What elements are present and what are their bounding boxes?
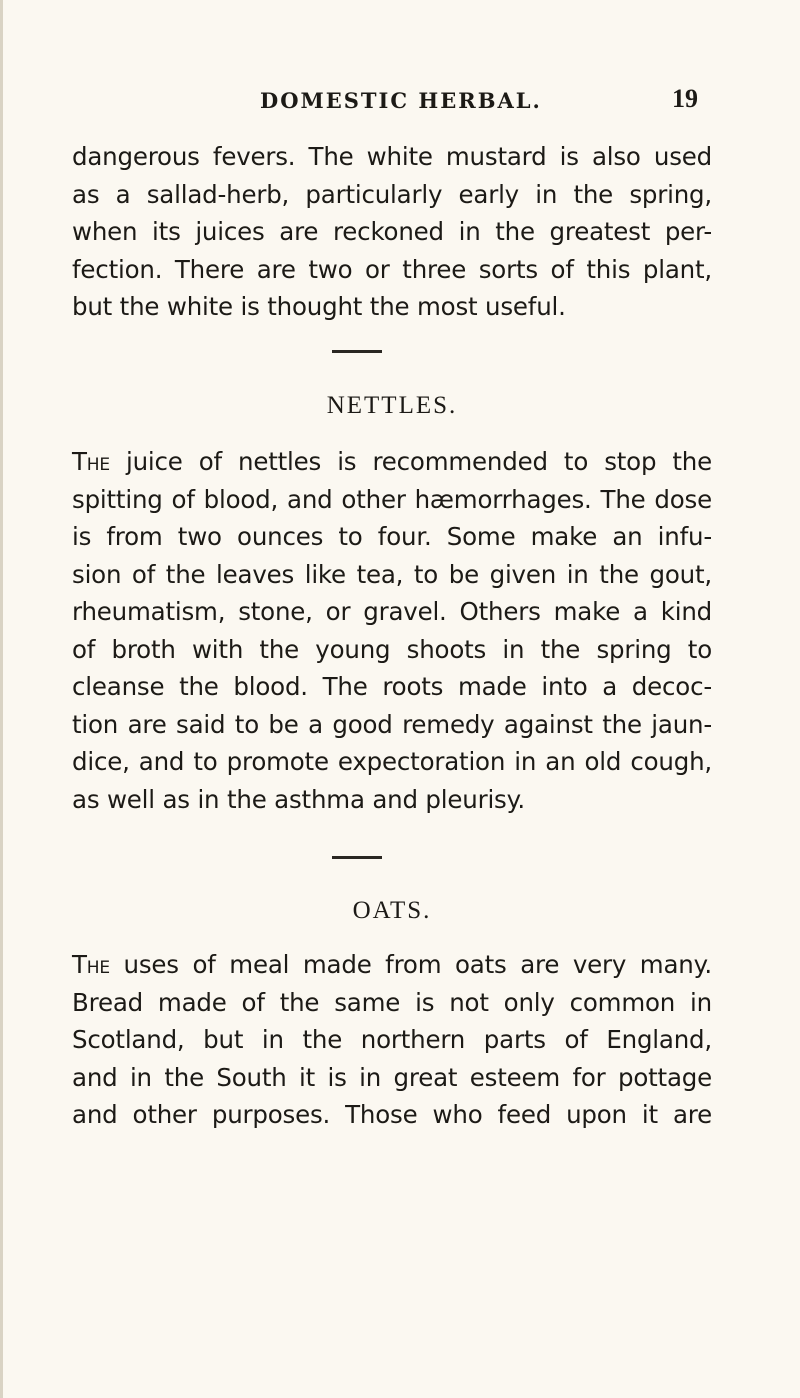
text-line: as well as in the asthma and pleurisy.	[72, 784, 526, 814]
intro-paragraph	[72, 138, 712, 326]
running-head	[72, 84, 712, 114]
lead-word: The	[72, 447, 110, 476]
text-line: dice, and to promote expectoration in an old cough,	[72, 747, 712, 776]
section-divider	[332, 856, 382, 859]
text-line: when its juices are reckoned in the greatest per-	[72, 217, 712, 246]
text-line: but the white is thought the most useful.	[72, 292, 566, 321]
page-number: 19	[672, 84, 698, 113]
text-line-rest: juice of nettles is recommended to stop the	[109, 447, 712, 476]
page-edge	[0, 0, 3, 1398]
section-heading-oats: OATS.	[352, 897, 432, 924]
text-line: and other purposes. Those who feed upon it are	[72, 1100, 712, 1129]
text-line: sion of the leaves like tea, to be given in the gout,	[72, 559, 712, 589]
nettles-paragraph	[72, 443, 712, 818]
text-line: Bread made of the same is not only common in	[72, 987, 712, 1017]
text-line	[72, 946, 712, 984]
text-line: dangerous fevers. The white mustard is also used	[72, 142, 712, 171]
text-line-rest: uses of meal made from oats are very many.	[109, 950, 712, 979]
text-line: fection. There are two or three sorts of this plant,	[72, 254, 712, 284]
running-title: DOMESTIC HERBAL.	[260, 88, 542, 113]
text-line: of broth with the young shoots in the spring to	[72, 634, 712, 664]
text-line: rheumatism, stone, or gravel. Others make a kind	[72, 597, 712, 626]
text-line: spitting of blood, and other hæmorrhages. The dose	[72, 484, 712, 514]
text-line: Scotland, but in the northern parts of England,	[72, 1025, 712, 1054]
text-line: is from two ounces to four. Some make an infu-	[72, 522, 712, 551]
text-line: and in the South it is in great esteem for pottage	[72, 1062, 712, 1092]
oats-paragraph	[72, 946, 712, 1134]
text-line	[72, 443, 712, 481]
text-line: cleanse the blood. The roots made into a decoc-	[72, 672, 712, 701]
text-line: tion are said to be a good remedy against the jaun-	[72, 709, 712, 739]
section-heading-nettles: NETTLES.	[326, 392, 458, 419]
lead-word: The	[72, 950, 110, 979]
section-divider	[332, 350, 382, 353]
text-line: as a sallad-herb, particularly early in the spring,	[72, 179, 712, 209]
